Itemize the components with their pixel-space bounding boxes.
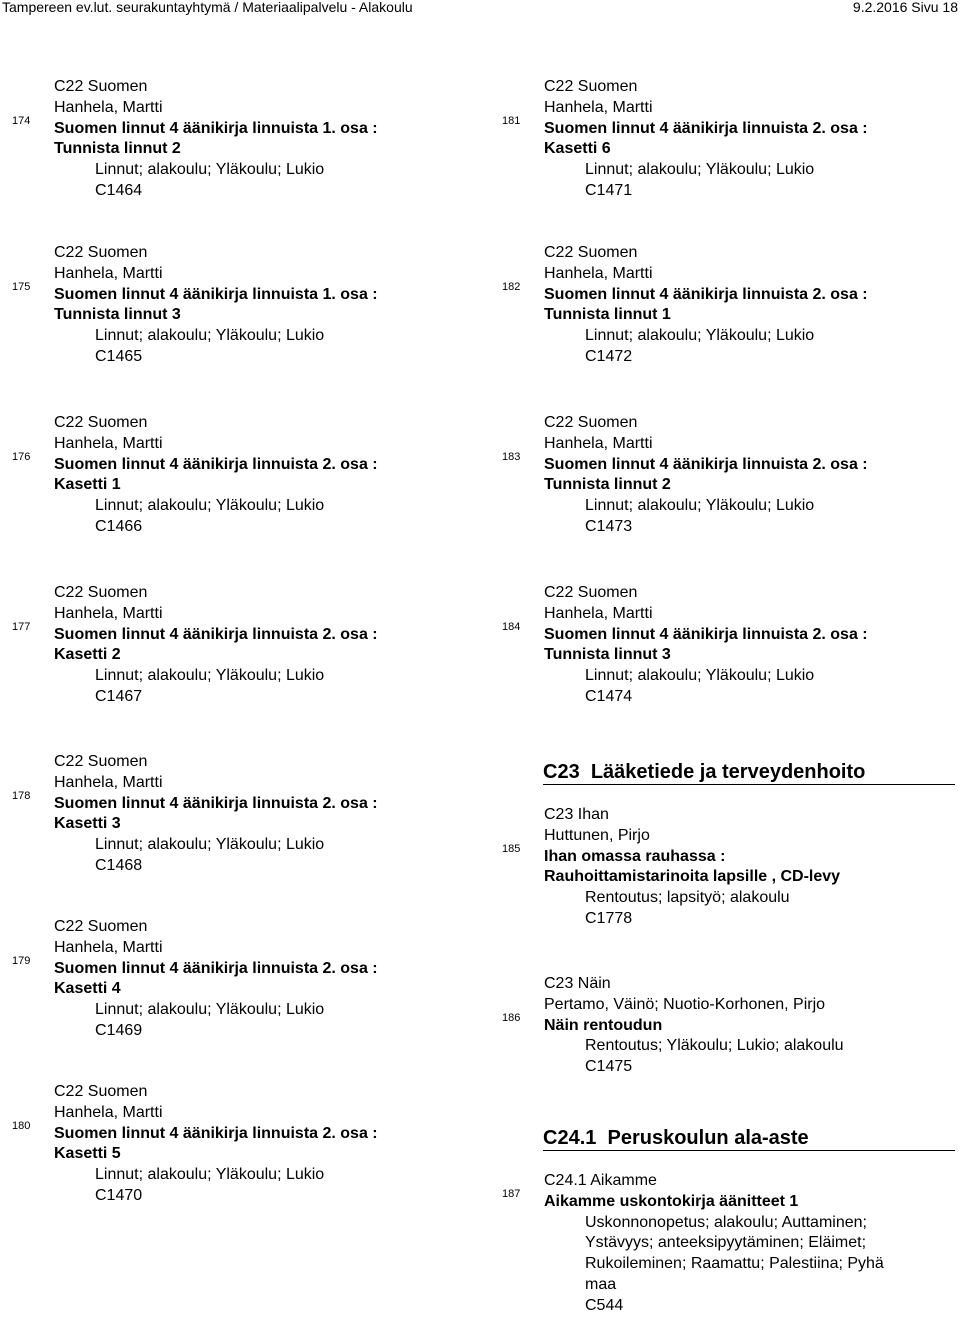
- entry-subtitle: Rauhoittamistarinoita lapsille , CD-levy: [544, 868, 841, 886]
- entry-code: C1471: [585, 182, 633, 199]
- entry-class: C23 Näin: [544, 975, 611, 992]
- header-organization: Tampereen ev.lut. seurakuntayhtymä / Materiaalipalvelu - Alakoulu: [2, 0, 413, 15]
- entry-subjects: Linnut; alakoulu; Yläkoulu; Lukio: [585, 161, 815, 179]
- entry-author: Hanhela, Martti: [54, 773, 163, 791]
- entry-subtitle: Kasetti 6: [544, 140, 611, 158]
- catalog-entry: [12, 1082, 432, 1207]
- section-heading: [543, 1126, 955, 1151]
- entry-title: Suomen linnut 4 äänikirja linnuista 2. osa :: [54, 794, 378, 812]
- entry-class: C24.1 Aikamme: [544, 1172, 657, 1189]
- entry-class: C22 Suomen: [544, 78, 638, 95]
- entry-code: C1475: [585, 1058, 633, 1076]
- entry-title: Suomen linnut 4 äänikirja linnuista 1. osa :: [54, 119, 378, 137]
- entry-number: 180: [12, 1119, 31, 1132]
- entry-author: Hanhela, Martti: [544, 264, 653, 282]
- entry-author: Hanhela, Martti: [544, 434, 653, 452]
- entry-code: C1468: [95, 857, 143, 874]
- entry-subjects: Rentoutus; lapsityö; alakoulu: [585, 889, 790, 907]
- catalog-entry: [502, 413, 922, 538]
- entry-number: 182: [502, 280, 521, 293]
- entry-author: Pertamo, Väinö; Nuotio-Korhonen, Pirjo: [544, 995, 826, 1013]
- entry-subjects: Linnut; alakoulu; Yläkoulu; Lukio: [585, 497, 815, 515]
- section-title: Peruskoulun ala-aste: [607, 1127, 809, 1149]
- entry-subjects: Linnut; alakoulu; Yläkoulu; Lukio: [95, 327, 325, 345]
- entry-author: Hanhela, Martti: [544, 604, 653, 622]
- entry-subjects: Rentoutus; Yläkoulu; Lukio; alakoulu: [585, 1037, 844, 1055]
- entry-class: C22 Suomen: [544, 414, 638, 431]
- entry-number: 179: [12, 954, 31, 967]
- header-date-page: 9.2.2016 Sivu 18: [852, 0, 958, 15]
- entry-subjects: Linnut; alakoulu; Yläkoulu; Lukio: [95, 1001, 325, 1019]
- catalog-entry: [502, 77, 922, 202]
- entry-number: 177: [12, 620, 31, 633]
- entry-number: 178: [12, 789, 31, 802]
- entry-subjects: Linnut; alakoulu; Yläkoulu; Lukio: [95, 667, 325, 685]
- entry-number: 187: [502, 1187, 521, 1200]
- entry-class: C22 Suomen: [54, 918, 148, 935]
- section-code: C23: [543, 761, 580, 783]
- entry-class: C22 Suomen: [54, 244, 148, 261]
- catalog-entry: [12, 243, 432, 368]
- entry-code: C1467: [95, 688, 143, 705]
- entry-class: C22 Suomen: [54, 414, 148, 431]
- catalog-entry: [502, 805, 922, 930]
- entry-title: Suomen linnut 4 äänikirja linnuista 2. osa :: [54, 625, 378, 643]
- catalog-entry: [502, 583, 922, 708]
- entry-author: Hanhela, Martti: [54, 434, 163, 452]
- entry-title: Suomen linnut 4 äänikirja linnuista 2. osa :: [544, 625, 868, 643]
- entry-number: 175: [12, 280, 31, 293]
- entry-subtitle: Tunnista linnut 2: [54, 140, 181, 158]
- entry-code: C1778: [585, 910, 633, 927]
- entry-title: Suomen linnut 4 äänikirja linnuista 2. osa :: [54, 1124, 378, 1142]
- entry-class: C22 Suomen: [54, 78, 148, 95]
- catalog-entry: [12, 752, 432, 877]
- entry-class: C22 Suomen: [544, 584, 638, 601]
- entry-title: Suomen linnut 4 äänikirja linnuista 2. osa :: [544, 285, 868, 303]
- entry-subjects: Rukoileminen; Raamattu; Palestiina; Pyhä: [585, 1255, 884, 1273]
- catalog-entry: [12, 583, 432, 708]
- catalog-entry: [502, 1171, 922, 1317]
- entry-number: 186: [502, 1011, 521, 1024]
- entry-author: Hanhela, Martti: [54, 1103, 163, 1121]
- entry-subtitle: Kasetti 3: [54, 815, 121, 833]
- entry-author: Huttunen, Pirjo: [544, 826, 650, 844]
- entry-class: C22 Suomen: [544, 244, 638, 261]
- entry-subjects: Linnut; alakoulu; Yläkoulu; Lukio: [585, 667, 815, 685]
- entry-subtitle: Kasetti 5: [54, 1145, 121, 1163]
- entry-author: Hanhela, Martti: [544, 98, 653, 116]
- entry-subtitle: Tunnista linnut 3: [544, 646, 671, 664]
- catalog-entry: [12, 413, 432, 538]
- entry-code: C1474: [585, 688, 633, 705]
- entry-subjects: maa: [585, 1276, 617, 1293]
- entry-author: Hanhela, Martti: [54, 604, 163, 622]
- entry-subjects: Linnut; alakoulu; Yläkoulu; Lukio: [95, 161, 325, 179]
- entry-subtitle: Tunnista linnut 1: [544, 306, 671, 324]
- entry-subjects: Uskonnonopetus; alakoulu; Auttaminen;: [585, 1213, 867, 1231]
- entry-title: Näin rentoudun: [544, 1016, 663, 1034]
- section-code: C24.1: [543, 1127, 597, 1149]
- entry-class: C22 Suomen: [54, 584, 148, 601]
- entry-author: Hanhela, Martti: [54, 98, 163, 116]
- entry-number: 176: [12, 450, 31, 463]
- entry-code: C1465: [95, 348, 143, 365]
- entry-code: C1470: [95, 1187, 143, 1204]
- entry-code: C1464: [95, 182, 143, 199]
- entry-subjects: Ystävyys; anteeksipyytäminen; Eläimet;: [585, 1234, 867, 1252]
- entry-title: Suomen linnut 4 äänikirja linnuista 2. osa :: [54, 959, 378, 977]
- catalog-entry: [502, 974, 922, 1078]
- entry-number: 184: [502, 620, 521, 633]
- entry-subjects: Linnut; alakoulu; Yläkoulu; Lukio: [585, 327, 815, 345]
- catalog-entry: [502, 243, 922, 368]
- entry-number: 174: [12, 114, 31, 127]
- entry-title: Ihan omassa rauhassa :: [544, 847, 726, 865]
- entry-title: Suomen linnut 4 äänikirja linnuista 1. osa :: [54, 285, 378, 303]
- entry-author: Hanhela, Martti: [54, 264, 163, 282]
- entry-code: C1469: [95, 1022, 143, 1039]
- entry-subtitle: Kasetti 1: [54, 476, 121, 494]
- entry-class: C22 Suomen: [54, 1083, 148, 1100]
- entry-code: C1472: [585, 348, 633, 365]
- entry-title: Aikamme uskontokirja äänitteet 1: [544, 1192, 799, 1210]
- entry-number: 181: [502, 114, 521, 127]
- entry-subtitle: Tunnista linnut 3: [54, 306, 181, 324]
- entry-subjects: Linnut; alakoulu; Yläkoulu; Lukio: [95, 1166, 325, 1184]
- section-heading: [543, 760, 955, 785]
- entry-subjects: Linnut; alakoulu; Yläkoulu; Lukio: [95, 497, 325, 515]
- catalog-entry: [12, 917, 432, 1042]
- entry-title: Suomen linnut 4 äänikirja linnuista 2. osa :: [54, 455, 378, 473]
- entry-number: 183: [502, 450, 521, 463]
- entry-subtitle: Tunnista linnut 2: [544, 476, 671, 494]
- page-header: [0, 0, 960, 14]
- entry-author: Hanhela, Martti: [54, 938, 163, 956]
- entry-title: Suomen linnut 4 äänikirja linnuista 2. osa :: [544, 119, 868, 137]
- entry-class: C22 Suomen: [54, 753, 148, 770]
- entry-number: 185: [502, 842, 521, 855]
- entry-code: C544: [585, 1296, 624, 1314]
- entry-code: C1466: [95, 518, 143, 535]
- entry-code: C1473: [585, 518, 633, 535]
- entry-title: Suomen linnut 4 äänikirja linnuista 2. osa :: [544, 455, 868, 473]
- entry-subtitle: Kasetti 2: [54, 646, 121, 664]
- entry-class: C23 Ihan: [544, 806, 609, 823]
- entry-subtitle: Kasetti 4: [54, 980, 121, 998]
- entry-subjects: Linnut; alakoulu; Yläkoulu; Lukio: [95, 836, 325, 854]
- section-title: Lääketiede ja terveydenhoito: [590, 761, 866, 783]
- catalog-entry: [12, 77, 432, 202]
